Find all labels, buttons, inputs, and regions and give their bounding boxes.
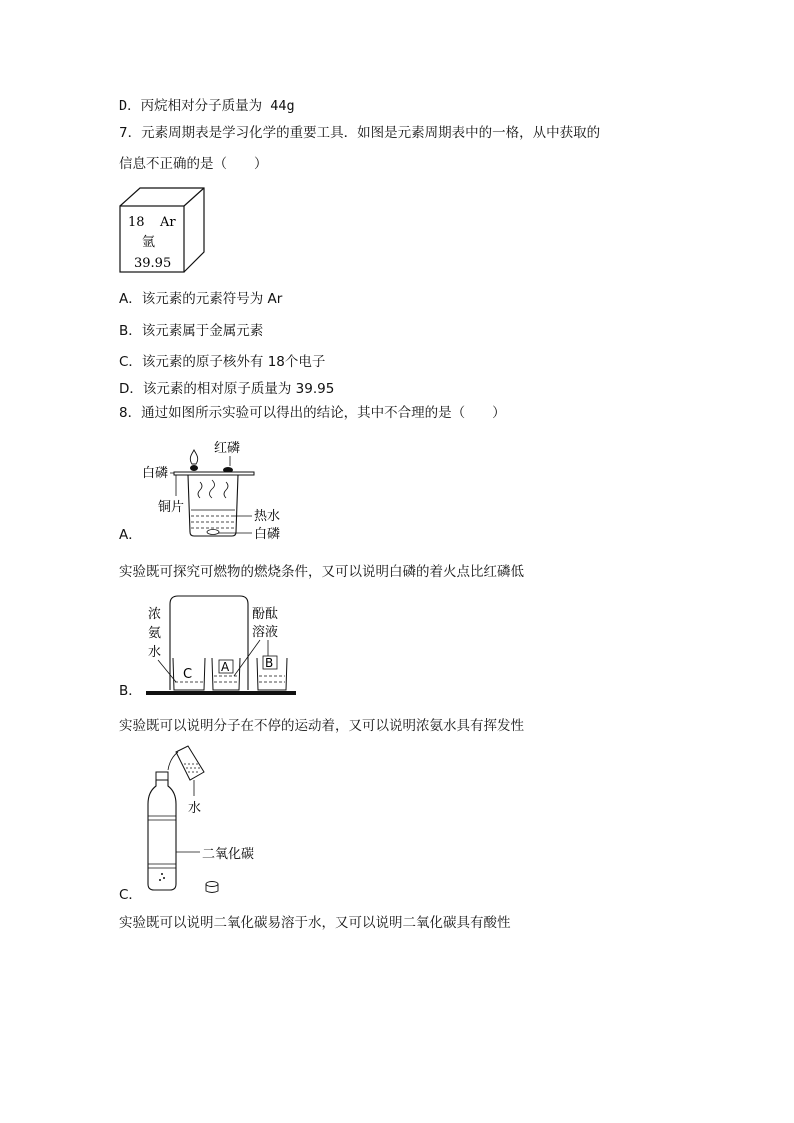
label-phenolphthalein-1: 酚酞	[252, 607, 279, 622]
q8-option-b-letter: B．	[119, 683, 142, 699]
q7-option-c: C．该元素的原子核外有 18个电子	[119, 354, 326, 370]
q8-option-a-letter: A．	[119, 527, 142, 543]
label-copper-plate: 铜片	[158, 500, 185, 515]
label-white-phosphorus: 白磷	[142, 466, 169, 481]
q6-option-d: D．丙烷相对分子质量为 44g	[119, 98, 295, 114]
label-ammonia-1: 浓	[148, 607, 162, 622]
q8-stem: 8．通过如图所示实验可以得出的结论，其中不合理的是（ ）	[119, 405, 506, 421]
label-phenolphthalein-2: 溶液	[252, 625, 279, 640]
copper-plate	[174, 472, 254, 475]
element-card-figure	[118, 186, 218, 276]
ammonia-diffusion-figure	[118, 590, 308, 702]
co2-bottle-figure	[118, 744, 278, 896]
label-white-phosphorus-bottom: 白磷	[254, 527, 281, 542]
q7-stem-line1: 7．元素周期表是学习化学的重要工具．如图是元素周期表中的一格，从中获取的	[119, 125, 601, 141]
q8-option-c-letter: C．	[119, 887, 142, 903]
q8-option-c-text: 实验既可以说明二氧化碳易溶于水，又可以说明二氧化碳具有酸性	[119, 915, 511, 931]
label-water: 水	[188, 801, 202, 816]
label-red-phosphorus: 红磷	[214, 441, 241, 456]
beaker	[188, 475, 238, 536]
beaker-b-label: B	[265, 656, 274, 670]
base-plate	[146, 691, 296, 695]
q7-stem-line2: 信息不正确的是（ ）	[119, 156, 268, 172]
q8-option-b-text: 实验既可以说明分子在不停的运动着，又可以说明浓氨水具有挥发性	[119, 718, 524, 734]
element-symbol: Ar	[160, 215, 176, 230]
label-ammonia-3: 水	[148, 645, 162, 660]
label-carbon-dioxide: 二氧化碳	[202, 847, 255, 862]
q7-option-a: A．该元素的元素符号为 Ar	[119, 291, 283, 307]
beaker-a-label: A	[221, 660, 230, 674]
phosphorus-combustion-figure	[118, 436, 318, 546]
flame-icon	[190, 450, 197, 464]
water-cup	[176, 746, 204, 780]
element-name: 氩	[142, 235, 156, 250]
beaker-c-label: C	[183, 667, 193, 682]
q8-option-a-text: 实验既可探究可燃物的燃烧条件，又可以说明白磷的着火点比红磷低	[119, 564, 524, 580]
q7-option-b: B．该元素属于金属元素	[119, 323, 264, 339]
q7-option-d: D．该元素的相对原子质量为 39.95	[119, 381, 335, 397]
white-phosphorus-dot	[190, 465, 198, 471]
label-ammonia-2: 氨	[148, 626, 162, 641]
element-mass: 39.95	[134, 256, 172, 271]
element-number: 18	[128, 215, 145, 230]
label-hot-water: 热水	[254, 509, 281, 524]
